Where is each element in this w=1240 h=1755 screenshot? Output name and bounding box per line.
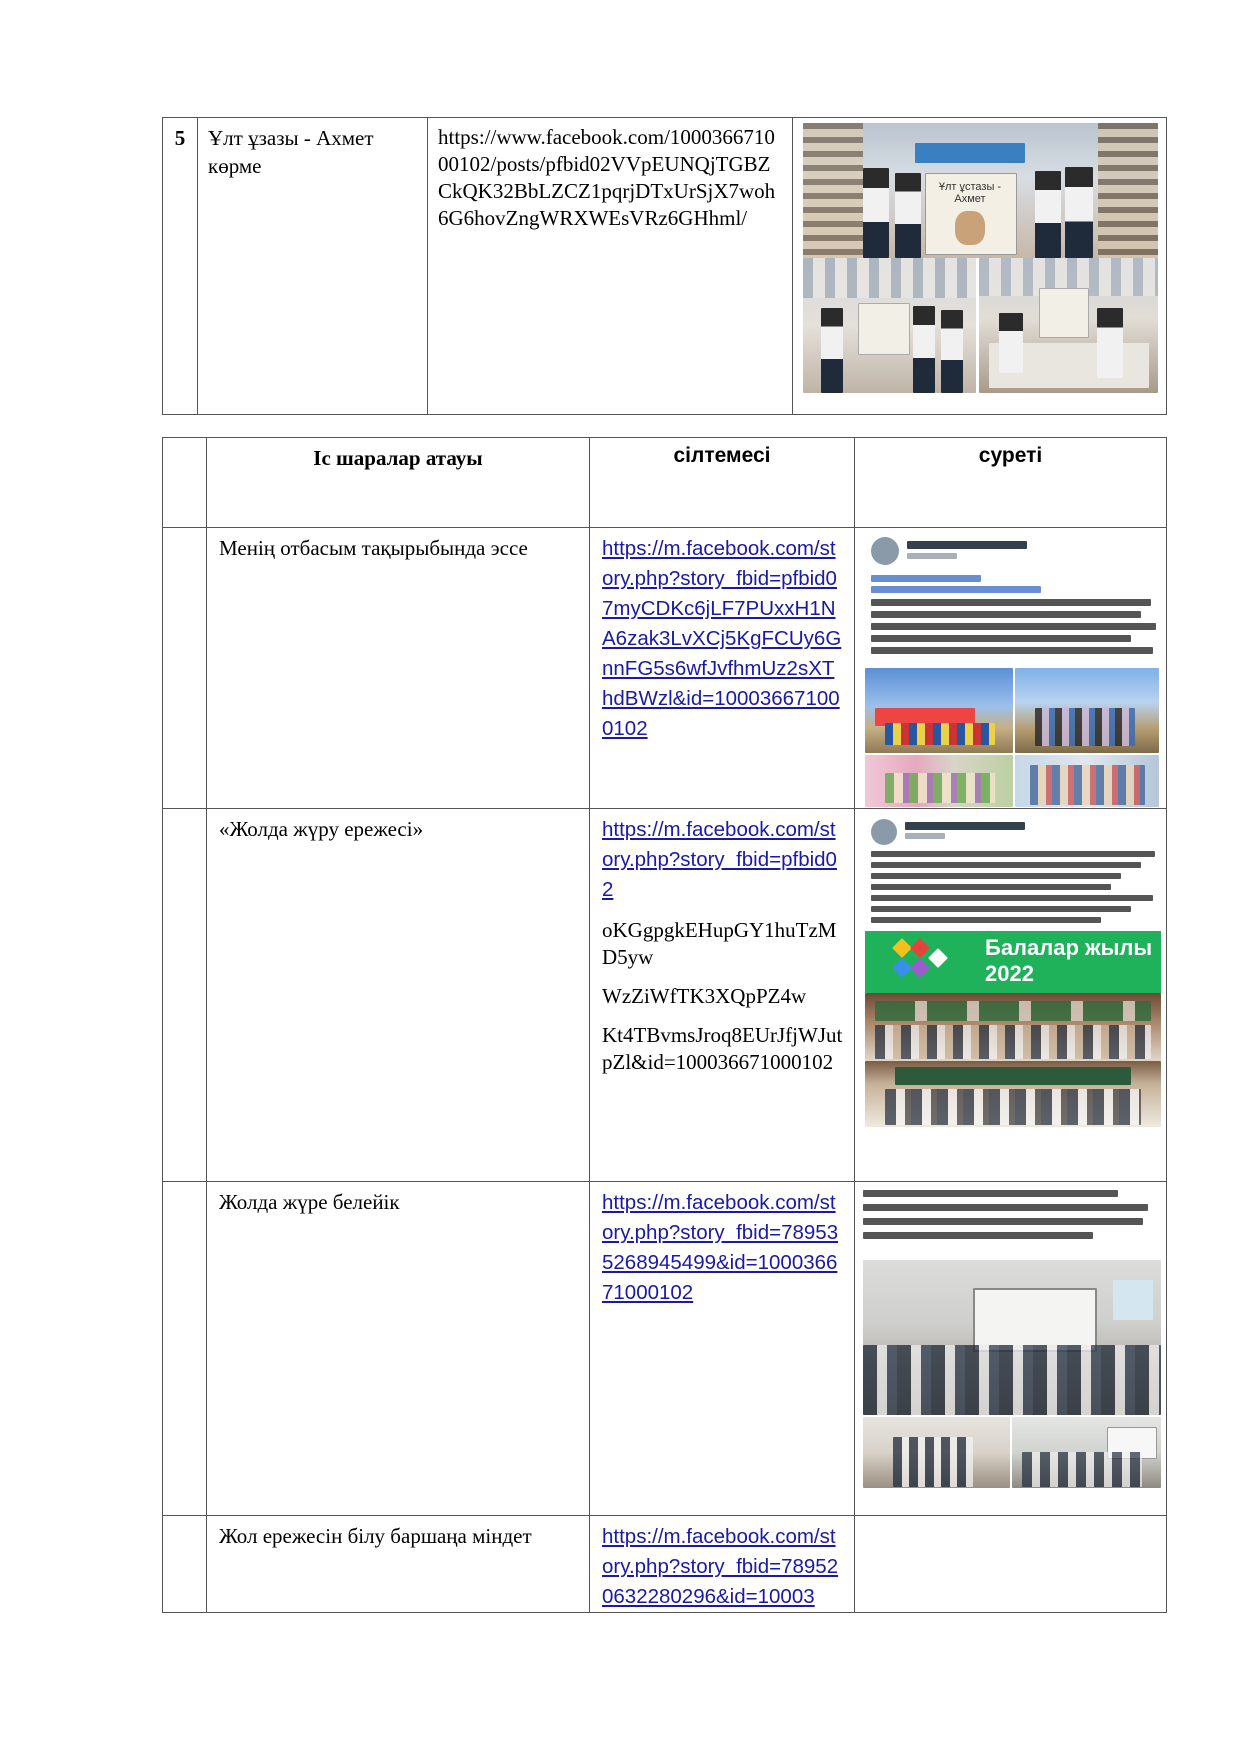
event-name: Жол ережесін білу баршаңа міндет bbox=[207, 1516, 590, 1613]
event-photo bbox=[863, 1417, 1010, 1488]
event-photo bbox=[865, 755, 1013, 807]
event-photo bbox=[979, 258, 1158, 393]
event-link[interactable]: https://m.facebook.com/story.php?story_fbid=789535268945499&id=100036671000102 bbox=[602, 1191, 839, 1304]
event-name: Менің отбасым тақырыбында эссе bbox=[207, 528, 590, 809]
row-number: 5 bbox=[163, 118, 198, 415]
banner-image bbox=[865, 931, 1161, 993]
facebook-post-screenshot bbox=[865, 531, 1159, 667]
header-link: сілтемесі bbox=[590, 438, 855, 528]
table-row bbox=[163, 809, 1167, 1182]
photo-cell bbox=[855, 528, 1167, 809]
photo-cell bbox=[855, 1516, 1167, 1613]
event-name: Жолда жүре белейік bbox=[207, 1182, 590, 1516]
table-row bbox=[163, 1516, 1167, 1613]
table-row bbox=[163, 528, 1167, 809]
table-row bbox=[163, 118, 1167, 415]
photo-cell bbox=[855, 1182, 1167, 1516]
event-photo bbox=[865, 1061, 1161, 1127]
events-table-top bbox=[162, 117, 1167, 415]
event-photo bbox=[865, 668, 1013, 753]
link-fragment: WzZiWfTK3XQpPZ4w bbox=[602, 984, 807, 1008]
banner-text: Балалар жылы 2022 bbox=[985, 935, 1153, 986]
event-link[interactable]: https://m.facebook.com/story.php?story_fbid=pfbid02 bbox=[602, 818, 837, 901]
facebook-post-screenshot bbox=[865, 813, 1161, 931]
event-photo bbox=[803, 123, 1158, 258]
event-link[interactable]: https://m.facebook.com/story.php?story_fbid=789520632280296&id=10003 bbox=[602, 1525, 839, 1608]
header-name: Іс шаралар атауы bbox=[207, 438, 590, 528]
event-photo bbox=[1015, 668, 1159, 753]
event-link[interactable]: https://www.facebook.com/100036671000102/posts/pfbid02VVpEUNQjTGBZCkQK32BbLZCZ1pqrjDTxUrSjX7woh6G6hovZngWRXWEsVRz6GHhml/ bbox=[438, 125, 776, 230]
event-photo bbox=[1012, 1417, 1161, 1488]
event-title: Ұлт ұзазы - Ахмет көрме bbox=[198, 118, 428, 415]
link-fragment: Kt4TBvmsJroq8EUrJfjWJutpZl&id=100036671000102 bbox=[602, 1023, 843, 1074]
events-table-main bbox=[162, 437, 1167, 1613]
table-row bbox=[163, 1182, 1167, 1516]
header-photo: суреті bbox=[855, 438, 1167, 528]
event-photo bbox=[863, 1260, 1161, 1415]
link-fragment: oKGgpgkEHupGY1huTzMD5yw bbox=[602, 918, 837, 969]
event-link[interactable]: https://m.facebook.com/story.php?story_fbid=pfbid07myCDKc6jLF7PUxxH1NA6zak3LvXCj5KgFCUy6GnnFG5s6wfJvfhmUz2sXThdBWzl&id=100036671000102 bbox=[602, 537, 842, 740]
photo-cell bbox=[793, 118, 1167, 415]
photo-cell bbox=[855, 809, 1167, 1182]
event-name: «Жолда жүру ережесі» bbox=[207, 809, 590, 1182]
event-photo bbox=[803, 258, 976, 393]
facebook-post-screenshot bbox=[863, 1184, 1161, 1254]
table-header-row bbox=[163, 438, 1167, 528]
event-photo bbox=[865, 993, 1161, 1061]
photo-caption: Ұлт ұстазы - Ахмет bbox=[938, 181, 1002, 205]
event-photo bbox=[1015, 755, 1159, 807]
